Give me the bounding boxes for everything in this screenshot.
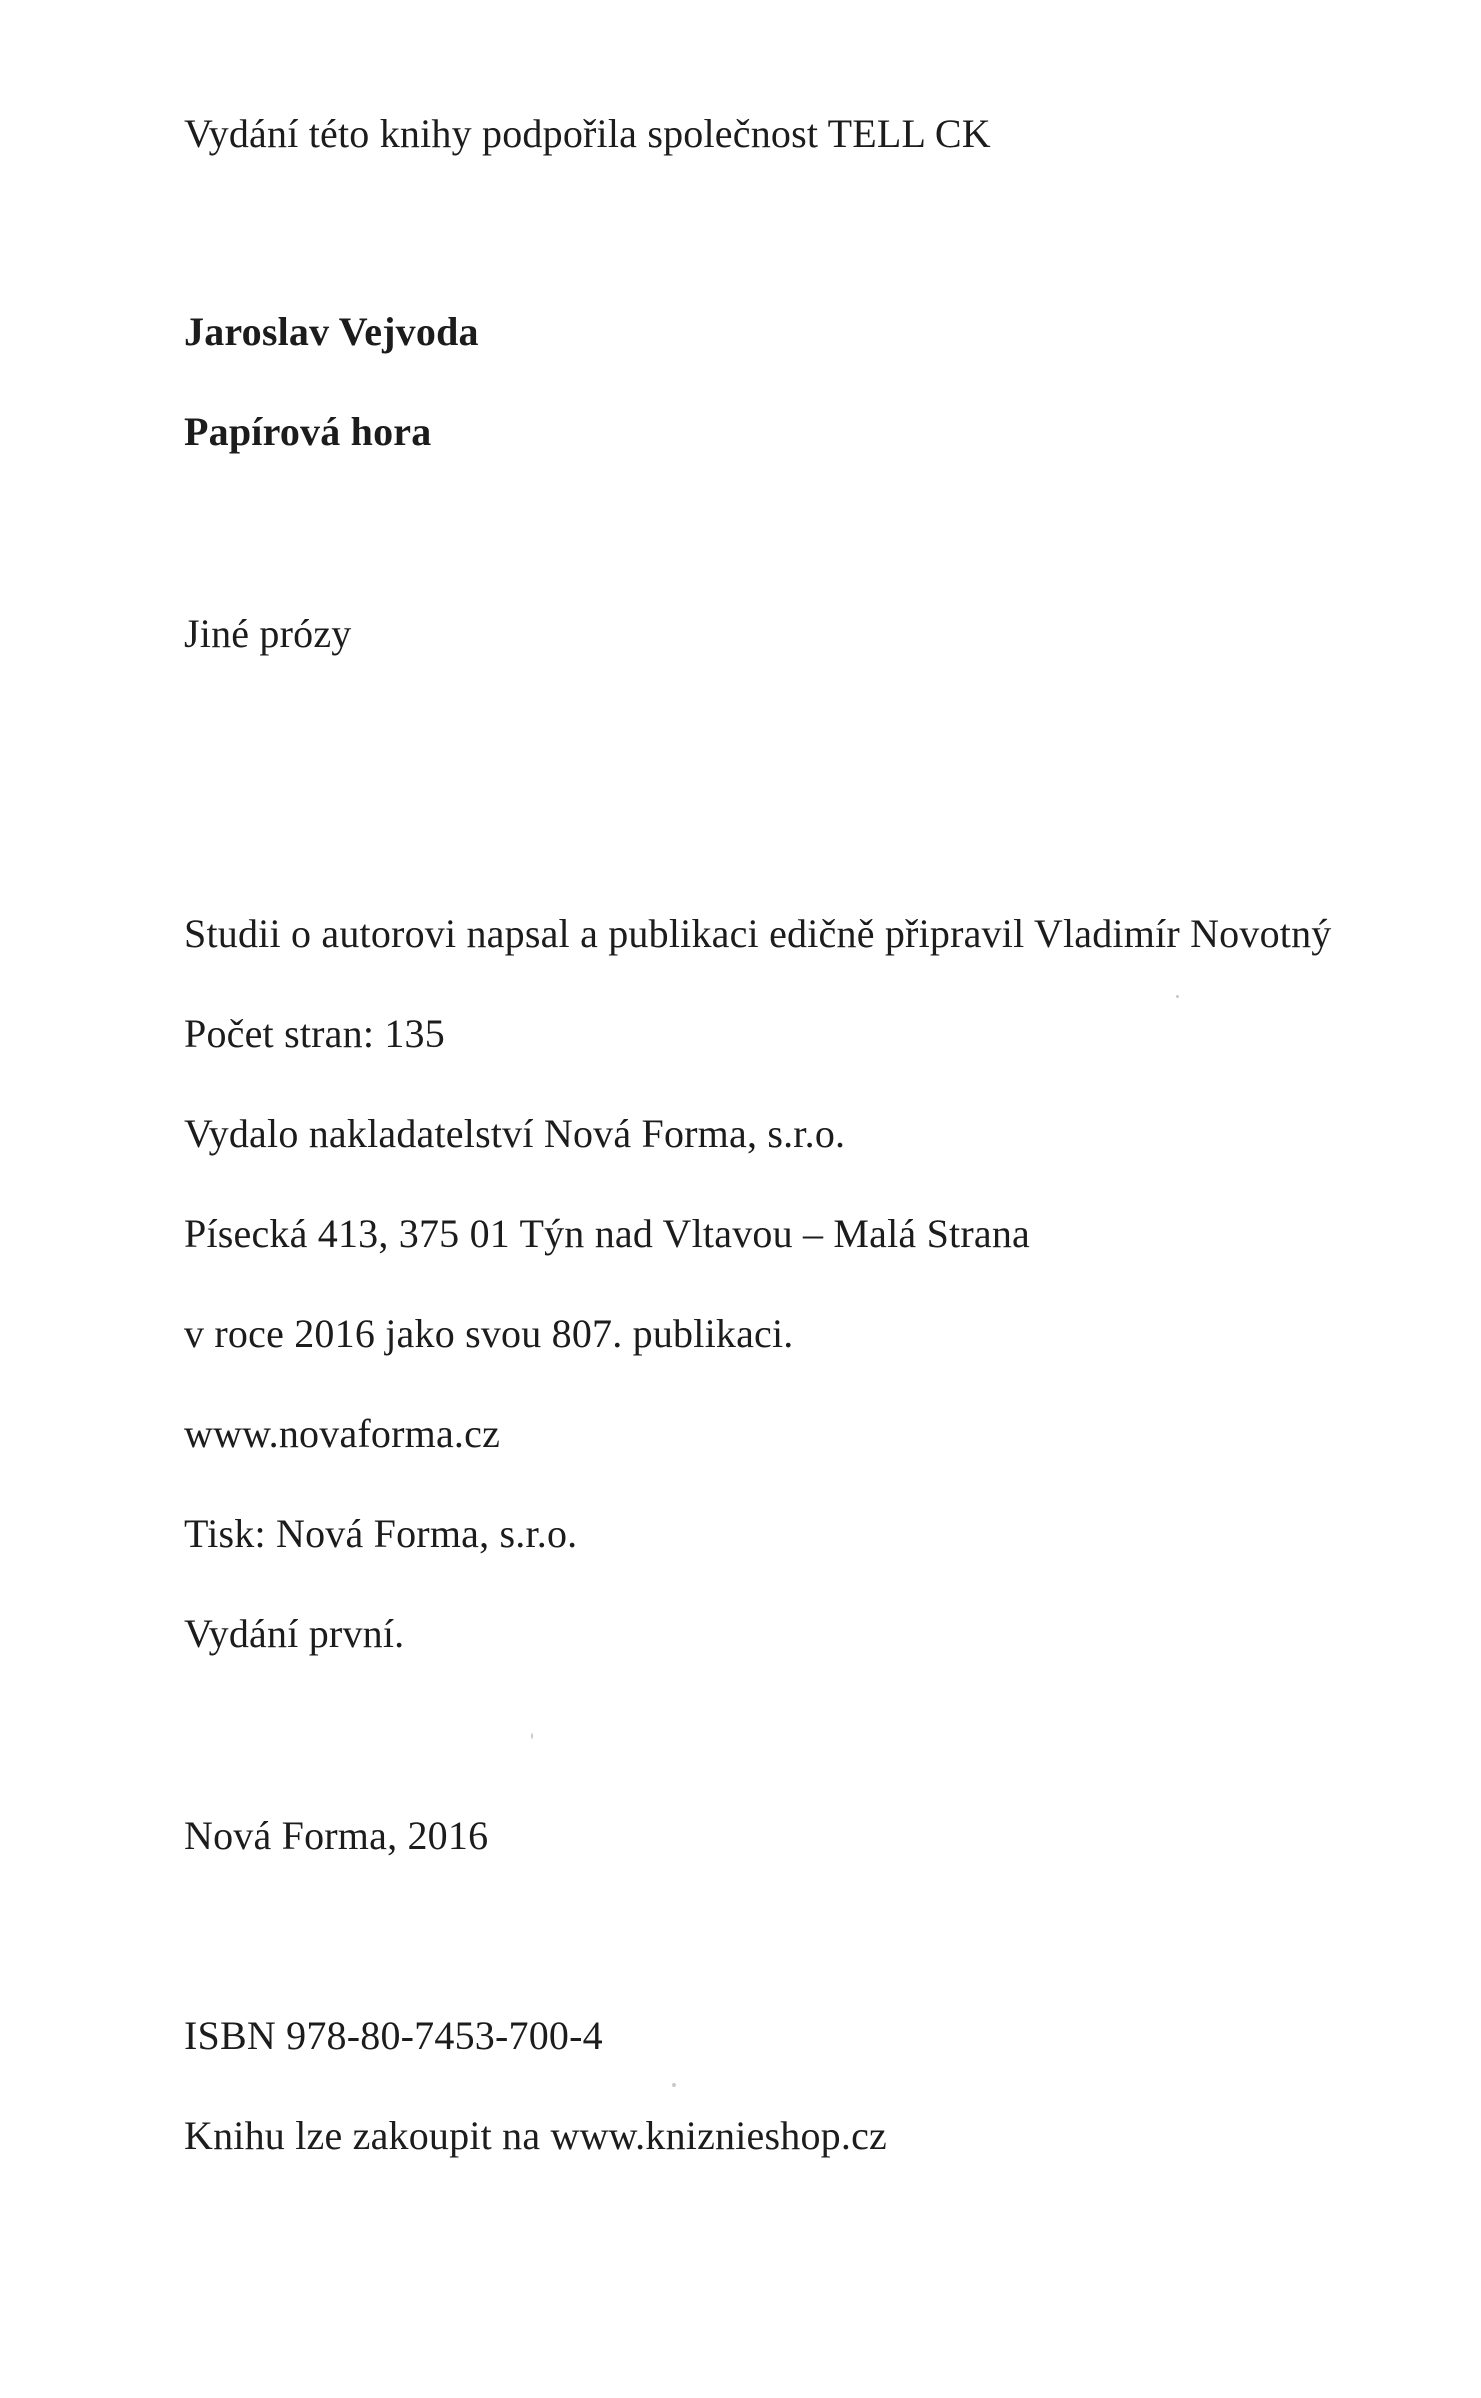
scan-speck	[672, 2083, 676, 2087]
imprint-year-note: v roce 2016 jako svou 807. publikaci.	[184, 1311, 794, 1356]
imprint-study: Studii o autorovi napsal a publikaci edičně připravil Vladimír Novotný	[184, 911, 1332, 956]
imprint-pages: Počet stran: 135	[184, 1011, 445, 1056]
imprint-website: www.novaforma.cz	[184, 1411, 501, 1456]
imprint-publisher: Vydalo nakladatelství Nová Forma, s.r.o.	[184, 1111, 846, 1156]
imprint-address: Písecká 413, 375 01 Týn nad Vltavou – Malá Strana	[184, 1211, 1030, 1256]
isbn-line: ISBN 978-80-7453-700-4	[184, 2013, 603, 2058]
imprint-print: Tisk: Nová Forma, s.r.o.	[184, 1511, 578, 1556]
sponsor-line: Vydání této knihy podpořila společnost TELL CK	[184, 111, 991, 156]
author-name: Jaroslav Vejvoda	[184, 309, 479, 354]
imprint-edition: Vydání první.	[184, 1611, 405, 1656]
scan-speck	[1176, 995, 1179, 998]
scan-speck	[531, 1733, 533, 1739]
copyright-line: Nová Forma, 2016	[184, 1813, 489, 1858]
book-title: Papírová hora	[184, 409, 432, 454]
book-subtitle: Jiné prózy	[184, 611, 352, 656]
shop-line: Knihu lze zakoupit na www.kniznieshop.cz	[184, 2113, 887, 2158]
